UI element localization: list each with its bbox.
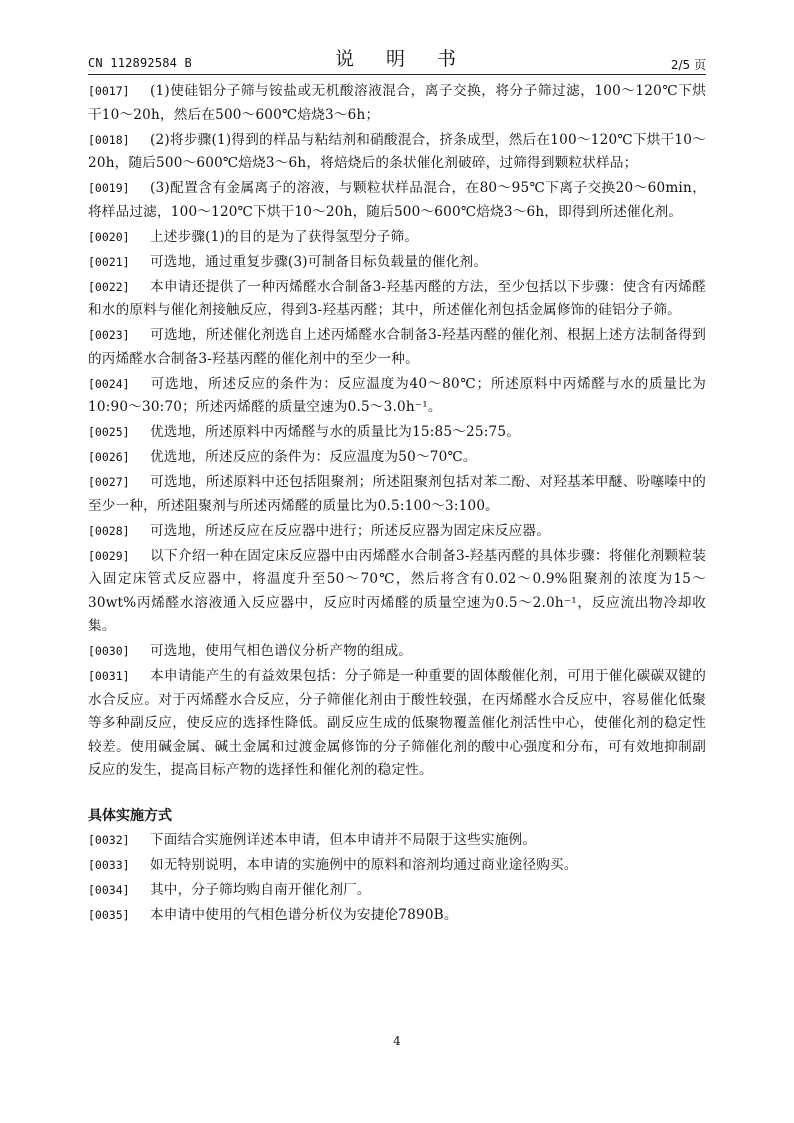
paragraph-number: [0027] — [88, 475, 130, 489]
paragraph-0031 — [88, 665, 706, 783]
paragraph-text: (2)将步骤(1)得到的样品与粘结剂和硝酸混合，挤条成型，然后在100～120℃下烘干10～20h，随后500～600℃焙烧3～6h，将焙烧后的条状催化剂破碎，过筛得到颗粒状样品； — [88, 131, 706, 171]
paragraph-0017 — [88, 80, 706, 127]
header-rule — [88, 74, 706, 75]
paragraph-text: 本申请中使用的气相色谱分析仪为安捷伦7890B。 — [150, 906, 458, 923]
paragraph-text: 可选地，通过重复步骤(3)可制备目标负载量的催化剂。 — [150, 253, 488, 270]
paragraph-number: [0035] — [88, 907, 130, 922]
paragraph-0019 — [88, 177, 706, 224]
paragraph-0035 — [88, 904, 706, 928]
paragraph-0032 — [88, 829, 706, 853]
paragraph-text: 可选地，所述反应在反应器中进行；所述反应器为固定床反应器。 — [150, 522, 551, 539]
paragraph-number: [0019] — [88, 181, 130, 195]
page-number: 4 — [393, 1034, 401, 1048]
paragraph-0022 — [88, 276, 706, 323]
paragraph-text: 可选地，使用气相色谱仪分析产物的组成。 — [150, 643, 413, 659]
paragraph-text: 如无特别说明，本申请的实施例中的原料和溶剂均通过商业途径购买。 — [150, 856, 578, 873]
paragraph-0018 — [88, 129, 706, 176]
paragraph-number: [0029] — [88, 548, 130, 563]
page-indicator: 2/5 页 — [670, 58, 706, 72]
paragraph-text: 优选地，所述反应的条件为：反应温度为50～70℃。 — [150, 449, 477, 465]
section-heading: 具体实施方式 — [88, 807, 172, 824]
paragraph-number: [0017] — [88, 84, 130, 98]
paragraph-0026 — [88, 446, 706, 470]
paragraph-number: [0030] — [88, 644, 130, 658]
paragraph-number: [0025] — [88, 425, 130, 439]
paragraph-text: 优选地，所述原料中丙烯醛与水的质量比为15:85～25:75。 — [150, 424, 521, 440]
paragraph-0030 — [88, 640, 706, 664]
paragraph-0025 — [88, 421, 706, 445]
page-header — [88, 44, 706, 74]
paragraph-number: [0023] — [88, 328, 130, 342]
paragraph-text: 以下介绍一种在固定床反应器中由丙烯醛水合制备3-羟基丙醛的具体步骤：将催化剂颗粒装入固定床管式反应器中，将温度升至50～70℃，然后将含有0.02～0.9%阻聚剂的浓度为15～30wt%丙烯醛水溶液通入反应器中，反应时丙烯醛的质量空速为0.5～2.0h⁻¹，反应流出物冷却收集。 — [88, 547, 706, 634]
paragraph-number: [0018] — [88, 132, 130, 147]
paragraph-text: 上述步骤(1)的目的是为了获得氢型分子筛。 — [150, 228, 419, 245]
paragraph-text: 可选地，所述催化剂选自上述丙烯醛水合制备3-羟基丙醛的催化剂、根据上述方法制备得到的丙烯醛水合制备3-羟基丙醛的催化剂中的至少一种。 — [88, 327, 706, 367]
paragraph-number: [0020] — [88, 229, 130, 244]
paragraph-text: 可选地，所述原料中还包括阻聚剂；所述阻聚剂包括对苯二酚、对羟基苯甲醚、吩噻嗪中的至少一种，所述阻聚剂与所述丙烯醛的质量比为0.5:100～3:100。 — [88, 474, 706, 514]
paragraph-text: 本申请能产生的有益效果包括：分子筛是一种重要的固体酸催化剂，可用于催化碳碳双键的水合反应。对于丙烯醛水合反应，分子筛催化剂由于酸性较强，在丙烯醛水合反应中，容易催化低聚等多种副反应，使反应的选择性降低。副反应生成的低聚物覆盖催化剂活性中心，使催化剂的稳定性较差。使用碱金属、碱土金属和过渡金属修饰的分子筛催化剂的酸中心强度和分布，可有效地抑制副反应的发生，提高目标产物的选择性和催化剂的稳定性。 — [88, 668, 706, 778]
paragraph-0024 — [88, 373, 706, 420]
paragraph-number: [0021] — [88, 254, 130, 269]
paragraph-text: 下面结合实施例详述本申请，但本申请并不局限于这些实施例。 — [150, 831, 537, 848]
paragraph-number: [0022] — [88, 279, 130, 294]
patent-number: CN 112892584 B — [88, 56, 192, 70]
paragraph-0027 — [88, 471, 706, 518]
paragraph-number: [0026] — [88, 450, 130, 464]
paragraph-0023 — [88, 324, 706, 371]
paragraph-number: [0034] — [88, 882, 130, 897]
paragraph-0034 — [88, 879, 706, 903]
paragraph-0020 — [88, 226, 706, 250]
paragraph-0021 — [88, 251, 706, 275]
document-title: 说 明 书 — [334, 48, 470, 70]
paragraph-text: (1)使硅铝分子筛与铵盐或无机酸溶液混合，离子交换，将分子筛过滤，100～120℃下烘干10～20h，然后在500～600℃焙烧3～6h； — [88, 83, 706, 123]
paragraph-number: [0031] — [88, 669, 130, 683]
document-body — [88, 80, 706, 929]
paragraph-text: 本申请还提供了一种丙烯醛水合制备3-羟基丙醛的方法，至少包括以下步骤：使含有丙烯醛和水的原料与催化剂接触反应，得到3-羟基丙醛；其中，所述催化剂包括金属修饰的硅铝分子筛。 — [88, 278, 706, 318]
paragraph-text: 可选地，所述反应的条件为：反应温度为40～80℃；所述原料中丙烯醛与水的质量比为10:90～30:70；所述丙烯醛的质量空速为0.5～3.0h⁻¹。 — [88, 375, 706, 415]
paragraph-text: 其中，分子筛均购自南开催化剂厂。 — [150, 881, 371, 898]
paragraph-number: [0032] — [88, 832, 130, 847]
paragraph-number: [0028] — [88, 523, 130, 538]
paragraph-number: [0024] — [88, 376, 130, 391]
paragraph-text: (3)配置含有金属离子的溶液，与颗粒状样品混合，在80～95℃下离子交换20～60min，将样品过滤，100～120℃下烘干10～20h，随后500～600℃焙烧3～6h，即得到所述催化剂。 — [88, 180, 706, 220]
paragraph-number: [0033] — [88, 857, 130, 872]
paragraph-0028 — [88, 520, 706, 544]
paragraph-0029 — [88, 545, 706, 639]
paragraph-0033 — [88, 854, 706, 878]
